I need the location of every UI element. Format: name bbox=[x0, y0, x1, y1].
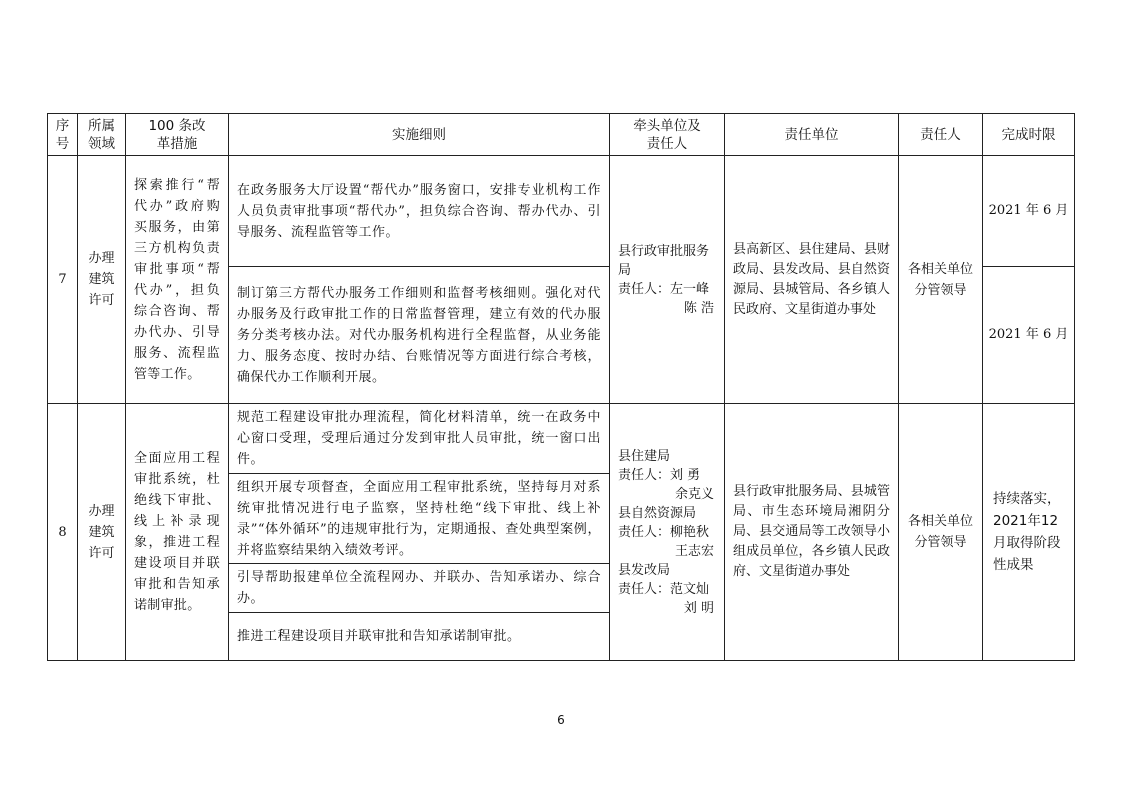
row8-measure: 全面应用工程审批系统，杜绝线下审批、线上补录现象，推进工程建设项目并联审批和告知承诺制审批。 bbox=[126, 404, 229, 661]
header-resp-unit: 责任单位 bbox=[725, 114, 899, 156]
row8-lead-person-2a: 柳艳秋 bbox=[670, 524, 710, 540]
row8-lead-person-line-2 bbox=[618, 523, 716, 542]
row8-lead-person-2b: 王志宏 bbox=[674, 543, 714, 559]
row8-resp-person: 各相关单位分管领导 bbox=[899, 404, 983, 661]
table-row bbox=[48, 404, 1075, 474]
row7-lead-person-line bbox=[618, 280, 716, 299]
row8-lead-person-line-3 bbox=[618, 580, 716, 599]
header-deadline: 完成时限 bbox=[983, 114, 1075, 156]
row8-deadline: 持续落实，2021年12月取得阶段性成果 bbox=[983, 404, 1075, 661]
row8-lead-unit-1: 县住建局 bbox=[618, 448, 671, 464]
row8-resp-unit: 县行政审批服务局、县城管局、市生态环境局湘阴分局、县交通局等工改领导小组成员单位，各乡镇人民政府、文星街道办事处 bbox=[725, 404, 899, 661]
row7-lead bbox=[610, 156, 725, 404]
header-resp-person: 责任人 bbox=[899, 114, 983, 156]
row8-detail-3: 引导帮助报建单位全流程网办、并联办、告知承诺办、综合办。 bbox=[229, 564, 610, 613]
row8-detail-2: 组织开展专项督查，全面应用工程审批系统，坚持每月对系统审批情况进行电子监察，坚持杜绝“线下审批、线上补录”“体外循环”的违规审批行为，定期通报、查处典型案例，并将监察结果纳入绩效考评。 bbox=[229, 474, 610, 564]
row7-lead-person-2: 陈 浩 bbox=[683, 300, 714, 316]
page-number: 6 bbox=[557, 713, 565, 727]
row7-resp-unit: 县高新区、县住建局、县财政局、县发改局、县自然资源局、县城管局、各乡镇人民政府、文星街道办事处 bbox=[725, 156, 899, 404]
row7-lead-person-1: 左一峰 bbox=[670, 281, 710, 297]
row8-lead-person-1b: 余克义 bbox=[674, 486, 714, 502]
row8-domain: 办理建筑许可 bbox=[78, 404, 126, 661]
header-lead: 牵头单位及责任人 bbox=[610, 114, 725, 156]
header-seq: 序号 bbox=[48, 114, 78, 156]
row7-deadline-2: 2021 年 6 月 bbox=[983, 267, 1075, 404]
table-row bbox=[48, 156, 1075, 267]
reform-table bbox=[47, 113, 1075, 661]
row7-detail-2: 制订第三方帮代办服务工作细则和监督考核细则。强化对代办服务及行政审批工作的日常监督管理，建立有效的代办服务分类考核办法。对代办服务机构进行全程监督，从业务能力、服务态度、按时办结、台账情况等方面进行综合考核，确保代办工作顺利开展。 bbox=[229, 267, 610, 404]
row8-lead-person-3b: 刘 明 bbox=[683, 600, 714, 616]
row8-lead-person-1a: 刘 勇 bbox=[670, 467, 701, 483]
row7-domain: 办理建筑许可 bbox=[78, 156, 126, 404]
row7-detail-1: 在政务服务大厅设置“帮代办”服务窗口，安排专业机构工作人员负责审批事项“帮代办”，担负综合咨询、帮办代办、引导服务、流程监管等工作。 bbox=[229, 156, 610, 267]
row8-lead-unit-2: 县自然资源局 bbox=[618, 505, 697, 521]
row7-measure: 探索推行“帮代办”政府购买服务，由第三方机构负责审批事项“帮代办”，担负综合咨询、帮办代办、引导服务、流程监管等工作。 bbox=[126, 156, 229, 404]
row8-lead-label-2: 责任人： bbox=[618, 524, 671, 540]
row8-lead bbox=[610, 404, 725, 661]
row7-deadline-1: 2021 年 6 月 bbox=[983, 156, 1075, 267]
row8-lead-person-line-1 bbox=[618, 466, 716, 485]
row8-lead-label-1: 责任人： bbox=[618, 467, 671, 483]
header-measure: 100 条改革措施 bbox=[126, 114, 229, 156]
row8-lead-unit-3: 县发改局 bbox=[618, 562, 671, 578]
row8-detail-4: 推进工程建设项目并联审批和告知承诺制审批。 bbox=[229, 613, 610, 661]
header-detail: 实施细则 bbox=[229, 114, 610, 156]
row7-lead-unit: 县行政审批服务局 bbox=[618, 243, 710, 278]
row7-resp-person: 各相关单位分管领导 bbox=[899, 156, 983, 404]
row8-seq: 8 bbox=[48, 404, 78, 661]
row8-lead-label-3: 责任人： bbox=[618, 581, 671, 597]
header-row bbox=[48, 114, 1075, 156]
row8-lead-person-3a: 范文灿 bbox=[670, 581, 710, 597]
row7-lead-label: 责任人： bbox=[618, 281, 671, 297]
header-domain: 所属领域 bbox=[78, 114, 126, 156]
row7-seq: 7 bbox=[48, 156, 78, 404]
row8-detail-1: 规范工程建设审批办理流程，简化材料清单，统一在政务中心窗口受理，受理后通过分发到审批人员审批，统一窗口出件。 bbox=[229, 404, 610, 474]
